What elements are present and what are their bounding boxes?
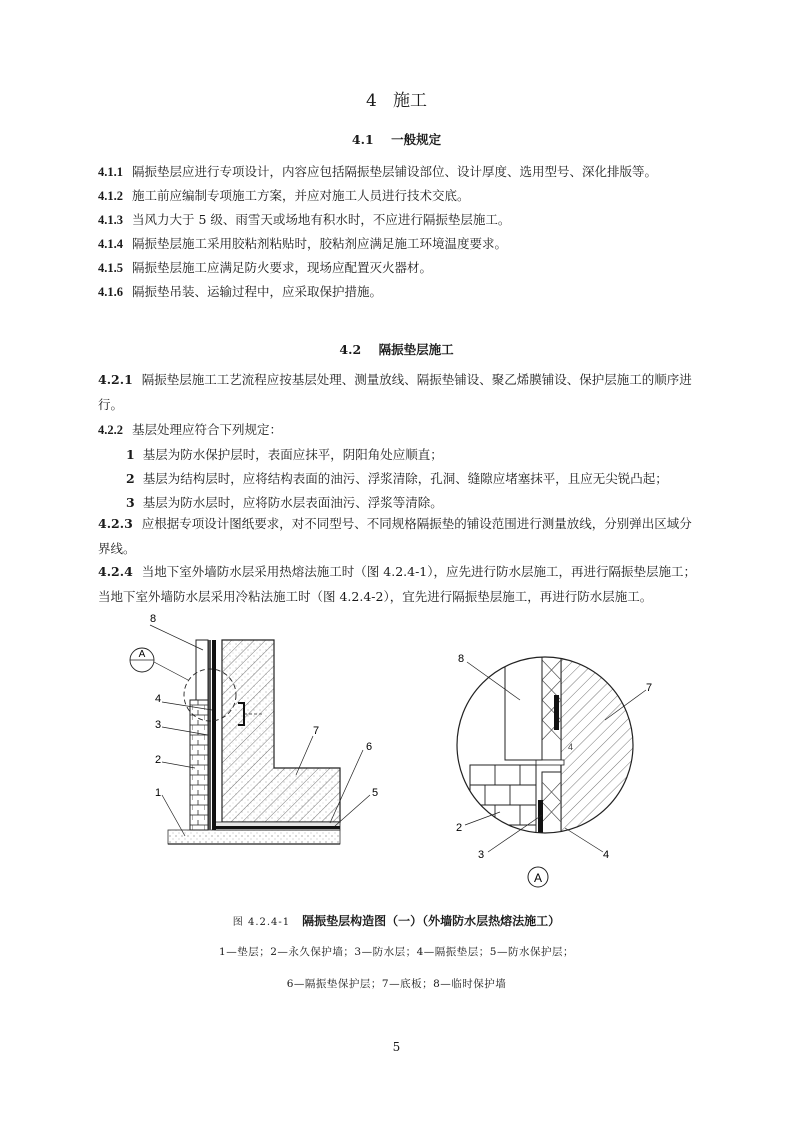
label-5: 5 [372,787,379,799]
section-heading-4-1: 4.1 一般规定 [351,132,442,147]
label-1: 1 [155,787,162,799]
label-3: 3 [155,719,162,731]
detail-temporary-wall [505,650,542,760]
label-4: 4 [155,693,162,705]
figure-number: 图 4.2.4-1 [232,917,291,928]
clause-4-1-6: 4.1.6 隔振垫吊装、运输过程中，应采取保护措施。 [98,284,383,299]
detail-marker-label: A [533,871,543,885]
label-2: 2 [155,754,162,766]
left-section-drawing [130,613,378,844]
figure-title: 隔振垫层构造图（一）（外墙防水层热熔法施工） [302,914,561,928]
clause-4-1-1: 4.1.1 隔振垫层应进行专项设计，内容应包括隔振垫层铺设部位、设计厚度、选用型号、深化排版等。 [98,164,658,179]
right-detail-drawing [456,640,652,887]
clause-4-1-5: 4.1.5 隔振垫层施工应满足防火要求，现场应配置灭火器材。 [98,260,433,275]
detail-label-3: 3 [478,849,485,861]
chapter-heading [0,86,793,111]
clause-4-2-2: 4.2.2 基层处理应符合下列规定： [98,422,283,437]
chapter-title: 施工 [393,91,428,111]
detail-label-4: 4 [603,849,610,861]
detail-label-4-inner: 4 [568,742,574,752]
section-heading-4-2: 4.2 隔振垫层施工 [339,342,454,357]
label-6: 6 [366,741,373,753]
figure-legend-line-1: 1—垫层；2—永久保护墙；3—防水层；4—隔振垫层；5—防水保护层； [219,946,574,958]
isolation-pad-layer [212,640,216,830]
figure-caption [0,912,793,929]
page-number: 5 [392,1040,401,1054]
clause-4-1-3: 4.1.3 当风力大于 5 级、雨雪天或场地有积水时，不应进行隔振垫层施工。 [98,212,511,227]
clause-4-1-2: 4.1.2 施工前应编制专项施工方案，并应对施工人员进行技术交底。 [98,188,470,203]
detail-label-7: 7 [646,682,653,694]
chapter-number: 4 [365,91,377,111]
construction-diagram [0,600,793,900]
clause-4-2-1: 4.2.1 隔振垫层施工工艺流程应按基层处理、测量放线、隔振垫铺设、聚乙烯膜铺设、保护层施工的顺序进行。 [98,372,692,412]
cushion-layer [168,830,340,844]
figure-legend-line-2: 6—隔振垫保护层；7—底板；8—临时保护墙 [286,978,507,990]
subitem-1: 1 基层为防水保护层时，表面应抹平，阴阳角处应顺直； [126,447,443,462]
detail-reference-label: A [138,649,146,660]
clause-4-2-3: 4.2.3 应根据专项设计图纸要求，对不同型号、不同规格隔振垫的铺设范围进行测量放线，分别弹出区域分界线。 [98,516,692,556]
subitem-3: 3 基层为防水层时，应将防水层表面油污、浮浆等清除。 [126,495,443,510]
detail-label-8: 8 [458,653,465,665]
clause-4-2-4: 4.2.4 当地下室外墙防水层采用热熔法施工时（图 4.2.4-1），应先进行防水层施工，再进行隔振垫层施工；当地下室外墙防水层采用冷粘法施工时（图 4.2.4-2），宜先进行隔振垫层施工，再进行防水层施工。 [98,564,697,604]
clause-4-1-4: 4.1.4 隔振垫层施工采用胶粘剂粘贴时，胶粘剂应满足施工环境温度要求。 [98,236,508,251]
subitem-2: 2 基层为结构层时，应将结构表面的油污、浮浆清除，孔洞、缝隙应堵塞抹平，且应无尖锐凸起； [126,471,668,486]
label-7: 7 [313,725,320,737]
label-8: 8 [150,613,157,625]
permanent-protective-wall [190,700,208,830]
detail-label-2: 2 [456,822,463,834]
